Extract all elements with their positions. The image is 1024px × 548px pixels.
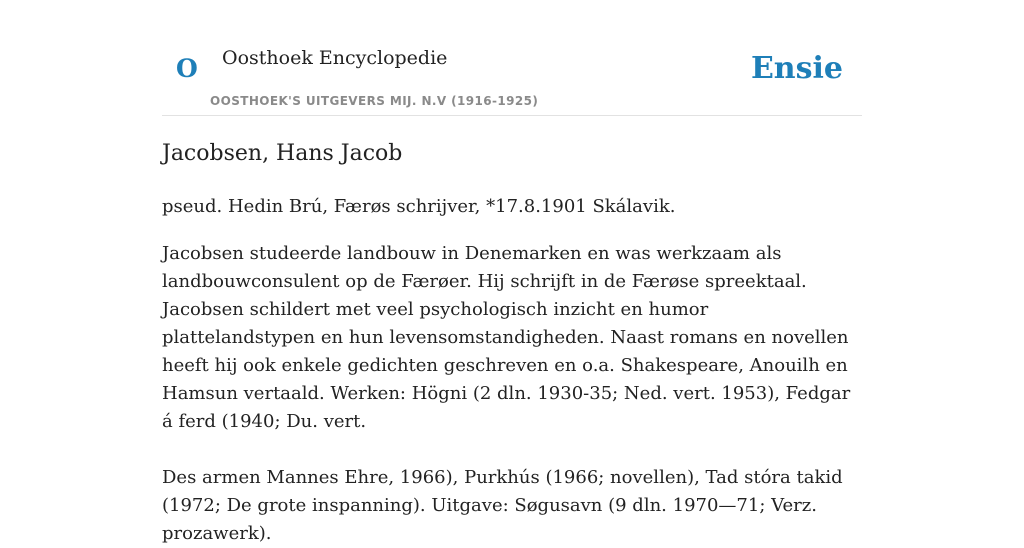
encyclopedia-logo-icon[interactable]: O bbox=[176, 54, 198, 83]
entry-title: Jacobsen, Hans Jacob bbox=[162, 141, 403, 166]
entry-body bbox=[162, 193, 862, 548]
ensie-brand-link[interactable]: Ensie bbox=[750, 51, 843, 86]
entry-lead: pseud. Hedin Brú, Færøs schrijver, *17.8.1901 Skálavik. bbox=[162, 196, 676, 217]
header-divider bbox=[162, 115, 862, 116]
encyclopedia-title[interactable]: Oosthoek Encyclopedie bbox=[222, 47, 448, 69]
entry-paragraph: Jacobsen studeerde landbouw in Denemarken en was werkzaam als landbouwconsulent op de Færøer. Hij schrijft in de Færøse spreektaal. Jacobsen schildert met veel psychologisch inzicht en humor plattelandstypen en hun levensomstandigheden. Naast romans en novellen heeft hij ook enkele gedichten geschreven en o.a. Shakespeare, Anouilh en Hamsun vertaald. Werken: Högni (2 dln. 1930-35; Ned. vert. 1953), Fedgar á ferd (1940; Du. vert. bbox=[162, 243, 851, 432]
entry-paragraph: Des armen Mannes Ehre, 1966), Purkhús (1966; novellen), Tad stóra takid (1972; De grote inspanning). Uitgave: Søgusavn (9 dln. 1970—71; Verz. prozawerk). bbox=[162, 467, 843, 544]
publisher-label: OOSTHOEK'S UITGEVERS MIJ. N.V (1916-1925) bbox=[210, 94, 539, 108]
